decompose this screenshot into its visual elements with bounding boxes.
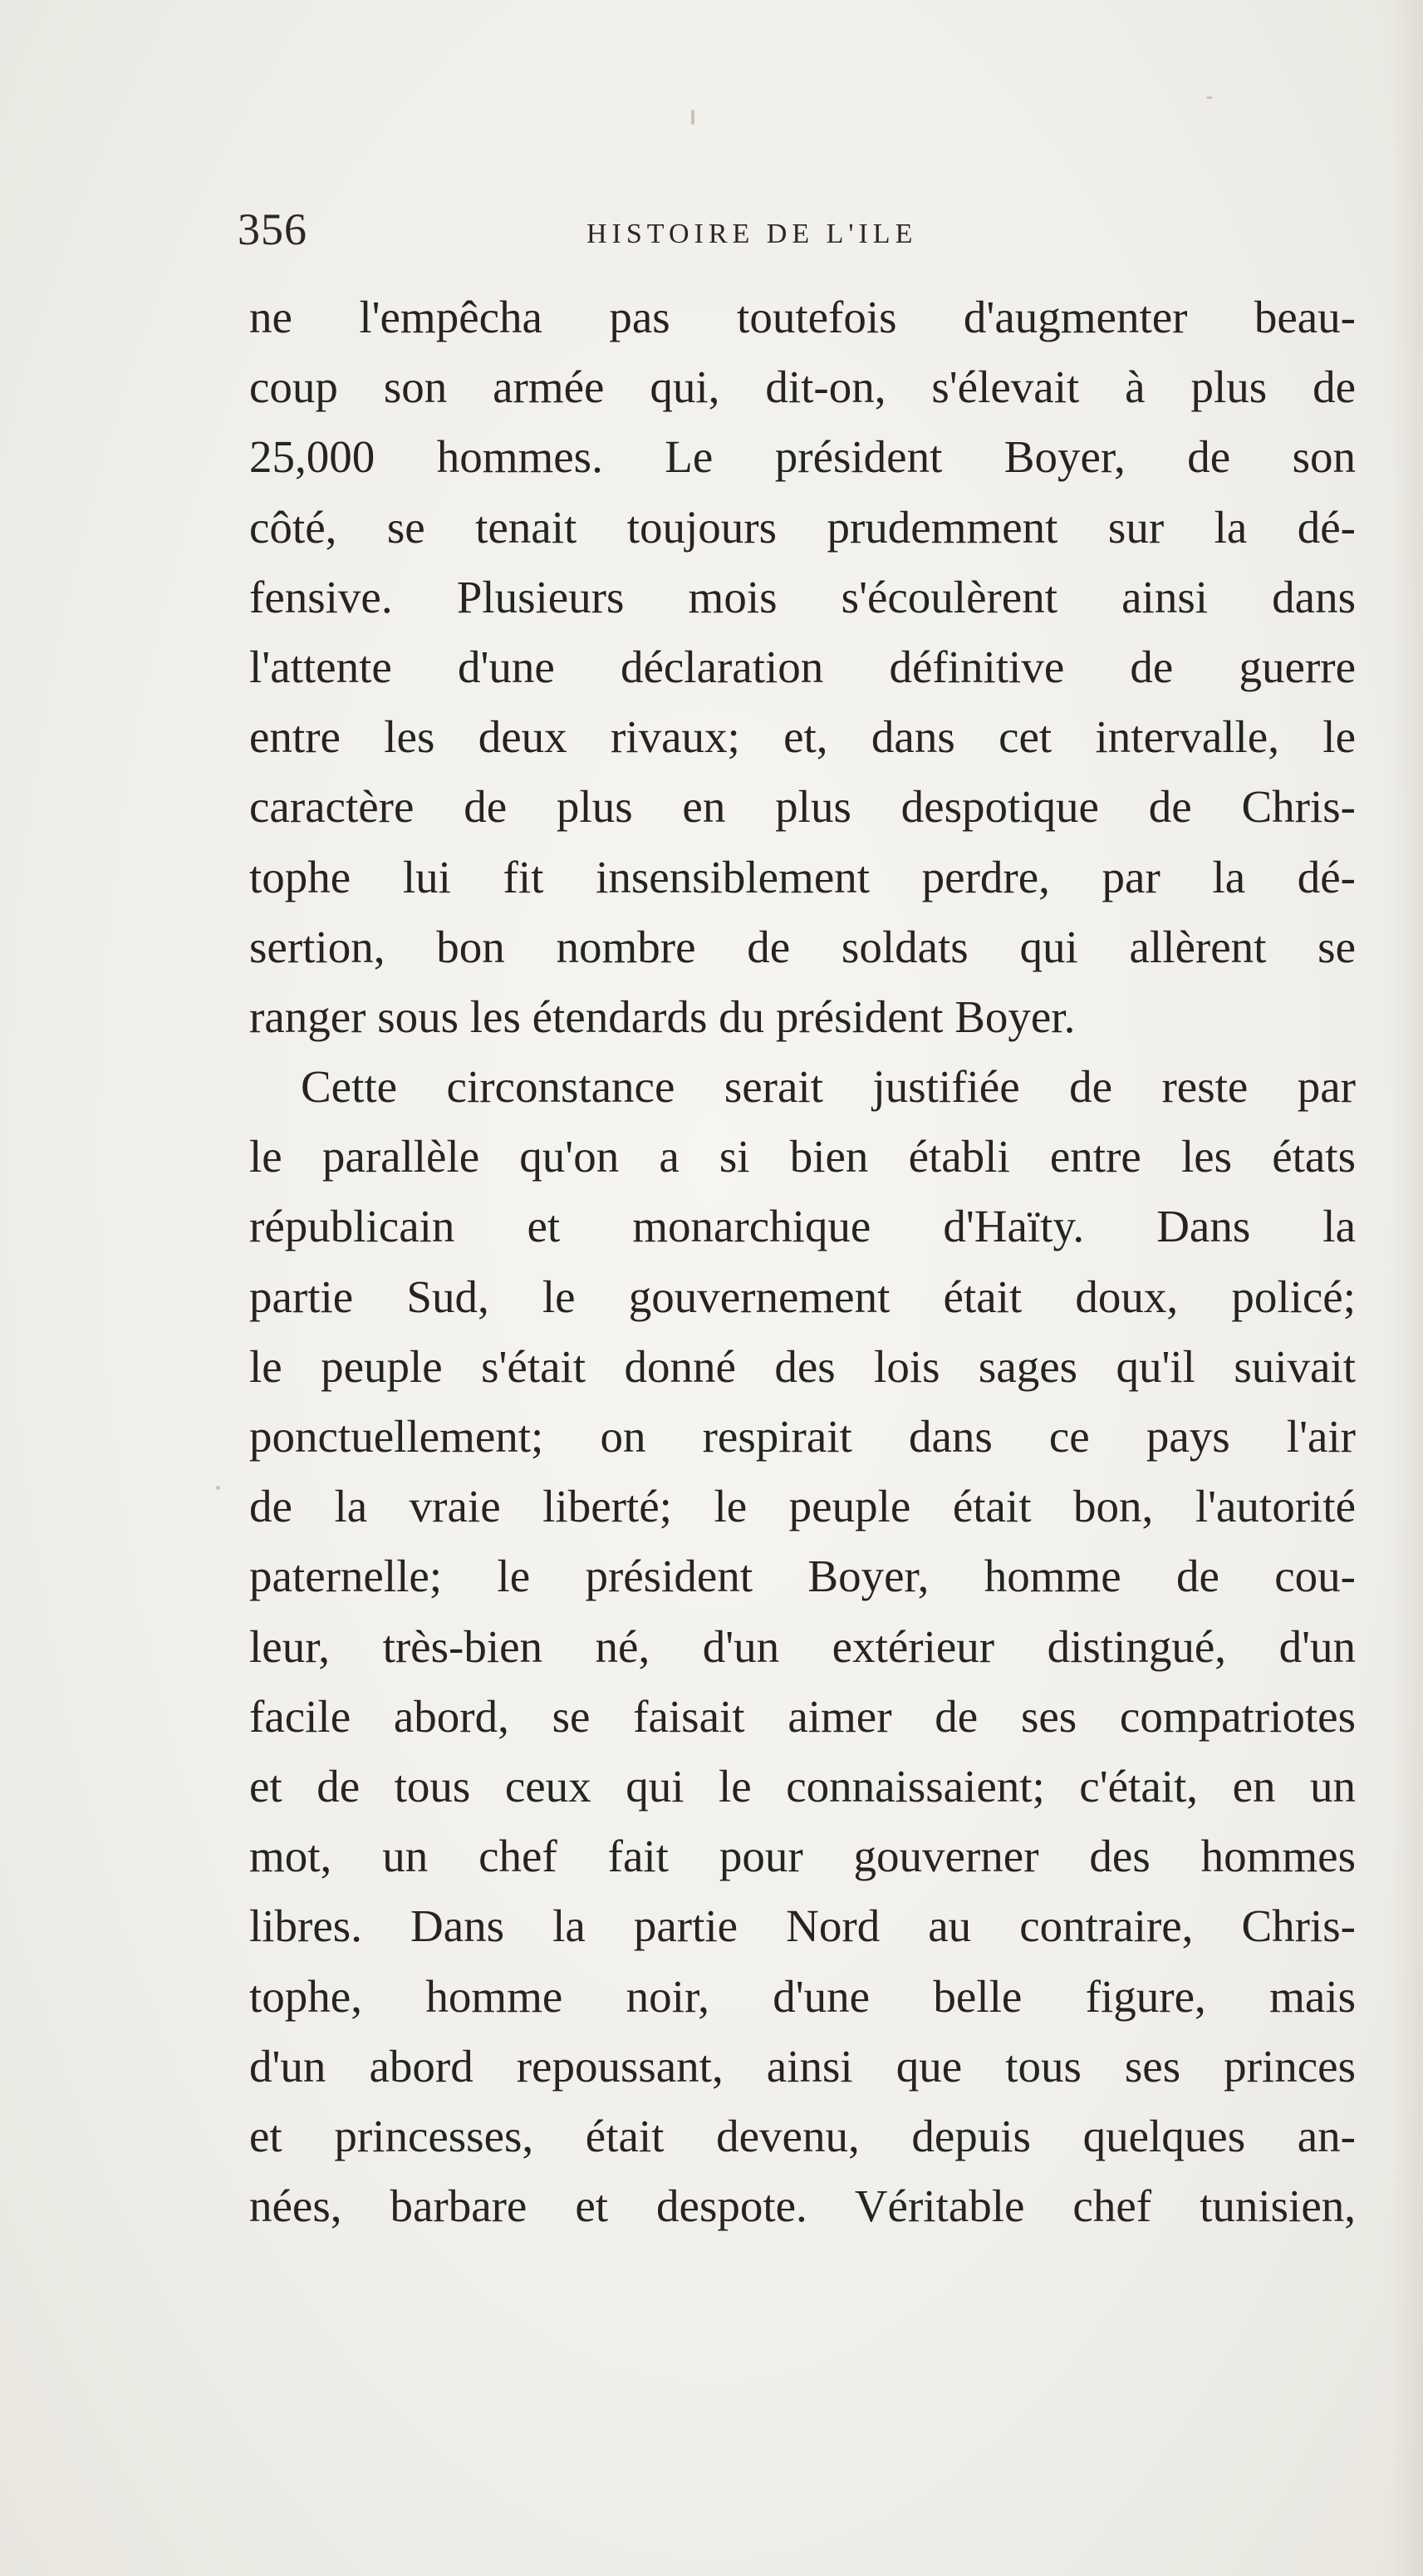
text-line: mot, un chef fait pour gouverner des hommes (249, 1831, 1356, 1882)
paper-speck (1206, 96, 1213, 99)
text-line: et de tous ceux qui le connaissaient; c'était, en un (249, 1760, 1356, 1812)
paper-speck (691, 110, 694, 125)
text-line: républicain et monarchique d'Haïty. Dans la (249, 1201, 1356, 1252)
running-title: HISTOIRE DE L'ILE (586, 219, 918, 249)
running-header (238, 196, 1355, 263)
text-line: l'attente d'une déclaration définitive de guerre (249, 641, 1356, 692)
text-line: coup son armée qui, dit-on, s'élevait à plus de (249, 361, 1356, 413)
text-line: d'un abord repoussant, ainsi que tous ses princes (249, 2040, 1356, 2092)
text-line: sertion, bon nombre de soldats qui allèrent se (249, 921, 1356, 972)
text-line: ranger sous les étendards du président Boyer. (249, 991, 1076, 1042)
text-line: le parallèle qu'on a si bien établi entre les états (249, 1131, 1356, 1182)
paragraph-1 (249, 283, 1356, 1052)
paper-speck (216, 1486, 220, 1490)
text-line: leur, très-bien né, d'un extérieur distingué, d'un (249, 1620, 1356, 1672)
text-line: 25,000 hommes. Le président Boyer, de son (249, 431, 1356, 483)
text-line: entre les deux rivaux; et, dans cet intervalle, le (249, 711, 1356, 763)
text-line: et princesses, était devenu, depuis quelques an- (249, 2110, 1356, 2161)
text-line: ponctuellement; on respirait dans ce pays l'air (249, 1411, 1356, 1462)
text-line: tophe, homme noir, d'une belle figure, mais (249, 1970, 1356, 2022)
text-line: ne l'empêcha pas toutefois d'augmenter beau- (249, 292, 1356, 342)
page-number: 356 (238, 204, 307, 254)
text-line: nées, barbare et despote. Véritable chef tunisien, (249, 2180, 1356, 2232)
text-line: le peuple s'était donné des lois sages qu'il suivait (249, 1340, 1356, 1392)
text-line: facile abord, se faisait aimer de ses compatriotes (249, 1690, 1356, 1742)
text-line: tophe lui fit insensiblement perdre, par la dé- (249, 851, 1356, 902)
paper-edge-shadow (1390, 0, 1423, 2576)
text-line: libres. Dans la partie Nord au contraire, Chris- (249, 1900, 1356, 1952)
text-line: partie Sud, le gouvernement était doux, policé; (249, 1271, 1356, 1322)
text-line: de la vraie liberté; le peuple était bon, l'autorité (249, 1481, 1356, 1532)
text-line: caractère de plus en plus despotique de Chris- (249, 781, 1356, 833)
text-line: fensive. Plusieurs mois s'écoulèrent ainsi dans (249, 571, 1356, 622)
text-line: Cette circonstance serait justifiée de reste par (301, 1061, 1356, 1113)
paragraph-2 (249, 1052, 1356, 2241)
text-line: côté, se tenait toujours prudemment sur la dé- (249, 501, 1356, 553)
body-text (249, 283, 1356, 2241)
text-line: paternelle; le président Boyer, homme de cou- (249, 1551, 1356, 1602)
